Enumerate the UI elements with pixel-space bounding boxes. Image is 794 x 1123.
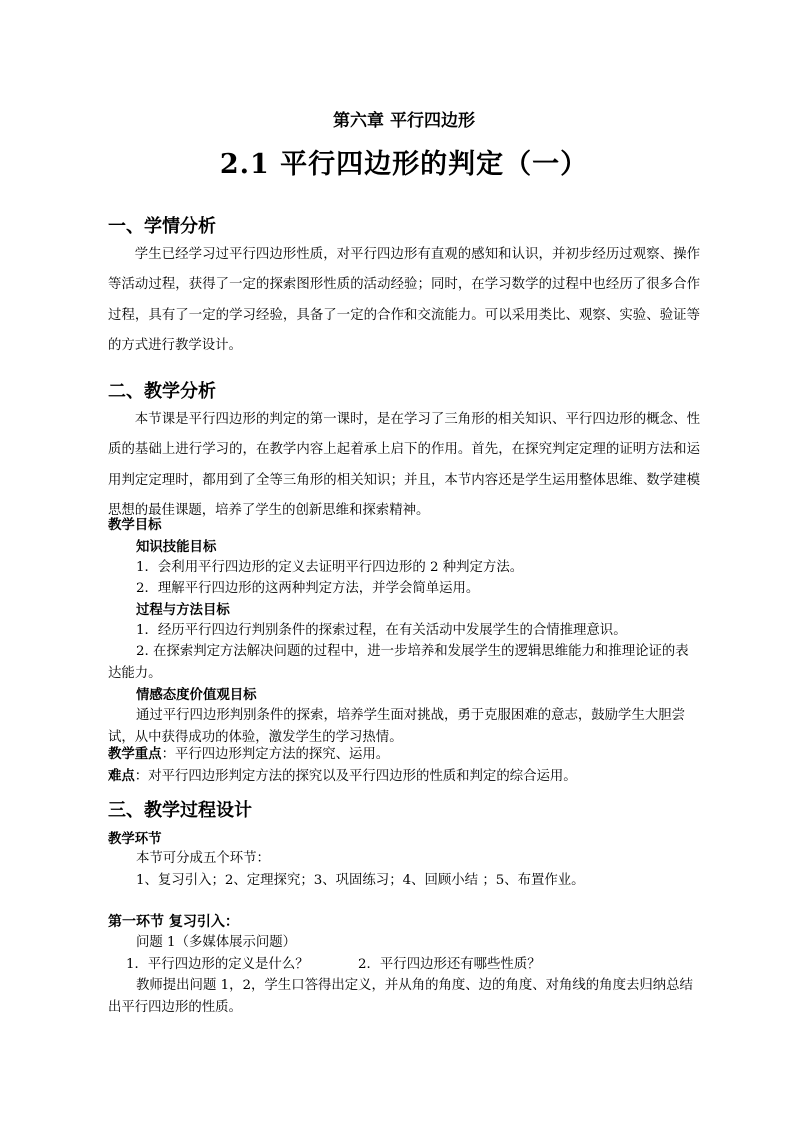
teaching-link-list: 1、复习引入；2、定理探究；3、巩固练习；4、回顾小结 ；5、布置作业。 — [136, 873, 585, 888]
step-1-label: 第一环节 复习引入： — [108, 914, 239, 930]
key-point-label: 教学重点 — [108, 746, 162, 762]
key-point-text: ：平行四边形判定方法的探究、运用。 — [161, 747, 390, 762]
section-heading-2: 二、教学分析 — [108, 381, 216, 402]
section-paragraph-1: 学生已经学习过平行四边形性质，对平行四边形有直观的感知和认识，并初步经历过观察、操作等活动过程，获得了一定的探索图形性质的活动经验；同时，在学习数学的过程中也经历了很多合作过程，具有了一定的学习经验，具备了一定的合作和交流能力。可以采用类比、观察、实验、验证等的方式进行教学设计。 — [108, 247, 700, 353]
teaching-difficult-point — [108, 765, 577, 788]
difficult-point-text: ：对平行四边形判定方法的探究以及平行四边形的性质和判定的综合运用。 — [134, 769, 577, 784]
knowledge-goal-1: 1．会利用平行四边形的定义去证明平行四边形的 2 种判定方法。 — [136, 560, 524, 575]
question-intro: 问题 1（多媒体展示问题） — [136, 935, 297, 950]
teaching-link-label: 教学环节 — [108, 831, 162, 847]
process-goal-2: 2. 在探索判定方法解决问题的过程中，进一步培养和发展学生的逻辑思维能力和推理论证的表达能力。 — [108, 644, 689, 681]
section-heading-1: 一、学情分析 — [108, 216, 216, 237]
teacher-activity-text: 教师提出问题 1，2，学生口答得出定义，并从角的角度、边的角度、对角线的角度去归纳总结出平行四边形的性质。 — [108, 978, 693, 1015]
process-goals-label: 过程与方法目标 — [136, 602, 230, 618]
emotion-goal-text: 通过平行四边形判别条件的探索，培养学生面对挑战，勇于克服困难的意志，鼓励学生大胆尝试，从中获得成功的体验，激发学生的学习热情。 — [108, 708, 686, 745]
teaching-link-intro: 本节可分成五个环节： — [136, 851, 270, 866]
emotion-goals-label: 情感态度价值观目标 — [136, 687, 257, 703]
question-1: 1．平行四边形的定义是什么？ — [126, 957, 309, 972]
knowledge-goals-label: 知识技能目标 — [136, 539, 217, 555]
section-paragraph-2: 本节课是平行四边形的判定的第一课时，是在学习了三角形的相关知识、平行四边形的概念、性质的基础上进行学习的，在教学内容上起着承上启下的作用。首先，在探究判定定理的证明方法和运用判定定理时，都用到了全等三角形的相关知识；并且，本节内容还是学生运用整体思维、数学建模思想的最佳课题，培养了学生的创新思维和探索精神。 — [108, 412, 700, 518]
knowledge-goal-2: 2．理解平行四边形的这两种判定方法，并学会简单运用。 — [136, 581, 480, 596]
section-heading-3: 三、教学过程设计 — [108, 800, 252, 821]
teaching-key-point — [108, 743, 389, 766]
question-2: 2．平行四边形还有哪些性质？ — [358, 957, 541, 972]
lesson-title: 2.1 平行四边形的判定（一） — [219, 149, 589, 180]
process-goal-1: 1．经历平行四边行判别条件的探索过程，在有关活动中发展学生的合情推理意识。 — [136, 623, 627, 638]
goals-label: 教学目标 — [108, 517, 162, 533]
chapter-heading: 第六章 平行四边形 — [333, 111, 475, 131]
difficult-point-label: 难点 — [108, 768, 135, 784]
